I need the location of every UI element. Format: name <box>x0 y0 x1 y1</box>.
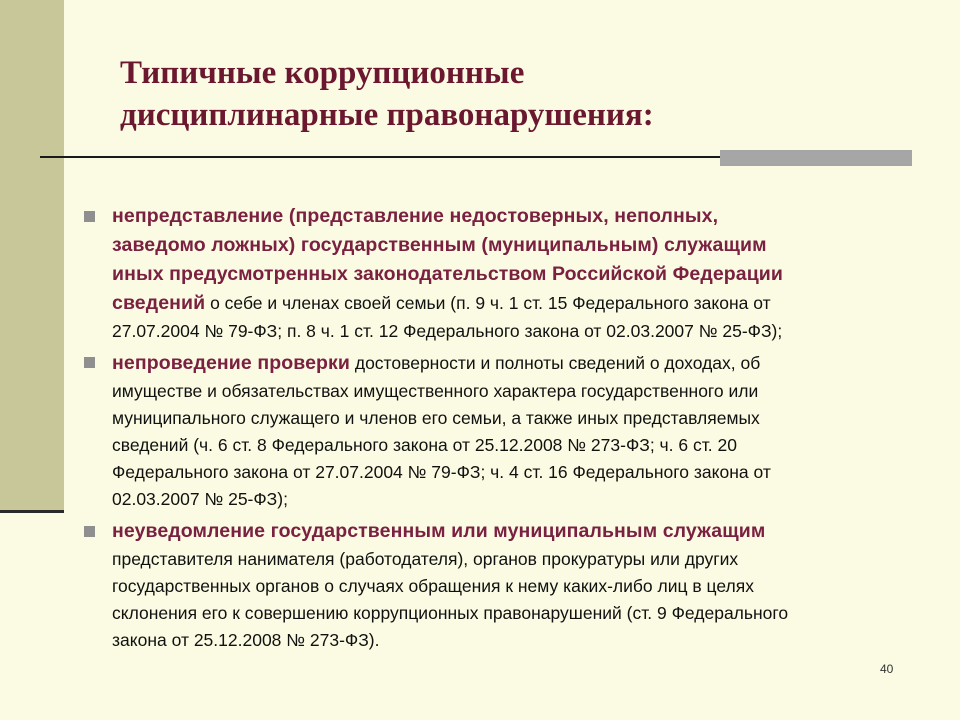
title-line-2: дисциплинарные правонарушения: <box>120 97 654 133</box>
item-body-line: 02.03.2007 № 25-ФЗ); <box>112 489 288 509</box>
item-mixed-line <box>112 289 934 318</box>
item-mixed-line <box>112 349 934 378</box>
list-item <box>84 349 934 513</box>
item-body-line: имуществе и обязательствах имущественного характера государственного или <box>112 381 759 401</box>
side-accent-bar <box>0 0 64 512</box>
title-divider-accent <box>720 150 912 166</box>
item-body-line: государственных органов о случаях обращения к нему каких-либо лиц в целях <box>112 576 754 596</box>
square-bullet-icon <box>84 357 95 368</box>
page-number: 40 <box>880 662 894 676</box>
item-body-line: 27.07.2004 № 79-ФЗ; п. 8 ч. 1 ст. 12 Федерального закона от 02.03.2007 № 25-ФЗ); <box>112 321 783 341</box>
item-lead-line: иных предусмотренных законодательством Российской Федерации <box>112 263 783 285</box>
square-bullet-icon <box>84 211 95 222</box>
item-lead-line: заведомо ложных) государственным (муниципальным) служащим <box>112 234 767 256</box>
title-line-1: Типичные коррупционные <box>120 55 525 91</box>
item-body-line: представителя нанимателя (работодателя), органов прокуратуры или других <box>112 549 739 569</box>
item-lead-text: непроведение проверки <box>112 352 350 374</box>
item-lead-text: сведений <box>112 292 206 314</box>
item-body-line: Федерального закона от 27.07.2004 № 79-ФЗ; ч. 4 ст. 16 Федерального закона от <box>112 462 771 482</box>
list-item <box>84 202 934 345</box>
side-accent-line <box>0 510 64 513</box>
item-lead-line: неуведомление государственным или муниципальным служащим <box>112 520 766 542</box>
item-lead-line: непредставление (представление недостоверных, неполных, <box>112 205 719 227</box>
bullet-list <box>84 202 934 654</box>
item-body-line: склонения его к совершению коррупционных правонарушений (ст. 9 Федерального <box>112 603 789 623</box>
slide-title <box>120 52 900 136</box>
item-body-line: закона от 25.12.2008 № 273-ФЗ). <box>112 630 380 650</box>
item-body-text: достоверности и полноты сведений о доходах, об <box>350 353 761 373</box>
square-bullet-icon <box>84 526 95 537</box>
list-item <box>84 517 934 654</box>
item-body-line: сведений (ч. 6 ст. 8 Федерального закона от 25.12.2008 № 273-ФЗ; ч. 6 ст. 20 <box>112 435 737 455</box>
item-body-text: о себе и членах своей семьи (п. 9 ч. 1 ст. 15 Федерального закона от <box>205 293 771 313</box>
item-body-line: муниципального служащего и членов его семьи, а также иных представляемых <box>112 408 760 428</box>
